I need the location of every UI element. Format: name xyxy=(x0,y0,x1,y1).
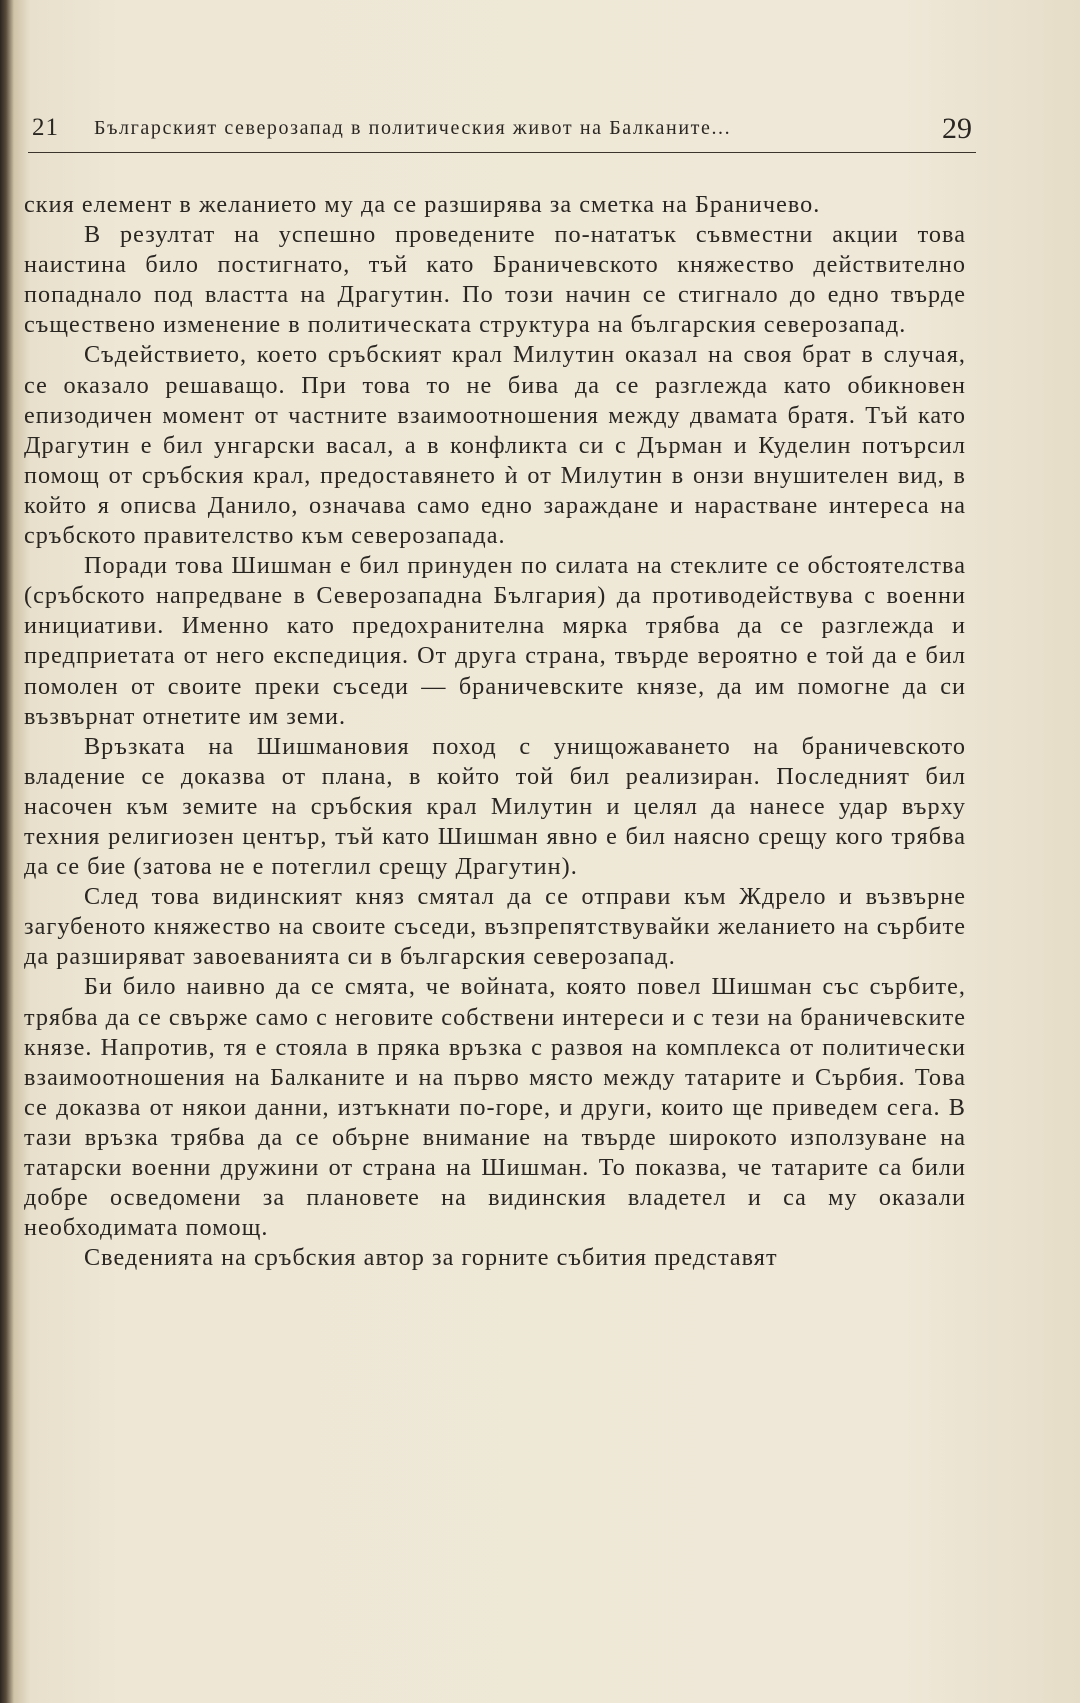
paragraph: Сведенията на сръбския автор за горните събития представят xyxy=(84,1244,778,1272)
running-title: Българският северозапад в политическия живот на Балканите... xyxy=(94,117,732,139)
running-header xyxy=(28,112,976,153)
paragraph: В резултат на успешно проведените по-нататък съвместни акции това наистина било постигнато, тъй като Браничевското княжество действително попаднало под властта на Драгутин. По този начин се стигнало до едно твърде съществено изменение в политическата структура на българския северозапад. xyxy=(24,221,966,339)
main-text xyxy=(24,190,966,1273)
left-margin-number: 21 xyxy=(32,114,59,141)
paragraph-continued: ския елемент в желанието му да се разширява за сметка на Браничево. xyxy=(24,191,821,218)
paragraph: Връзката на Шишмановия поход с унищожаването на браничевското владение се доказва от плана, в който той бил реализиран. Последният бил насочен към земите на сръбския крал Милутин и целял да нанесе удар върху техния религиозен център, тъй като Шишман явно е бил наясно срещу кого трябва да се бие (затова не е потеглил срещу Драгутин). xyxy=(24,732,966,881)
paragraph: Съдействието, което сръбският крал Милутин оказал на своя брат в случая, се оказало решаващо. При това то не бива да се разглежда като обикновен епизодичен момент от частните взаимоотношения между двамата братя. Тъй като Драгутин е бил унгарски васал, а в конфликта си с Дърман и Куделин потърсил помощ от сръбския крал, предоставянето ѝ от Милутин в онзи внушителен вид, в който я описва Данило, означава само едно зараждане и нарастване интереса на сръбското правителство към северозапада. xyxy=(24,341,966,550)
paragraph: Поради това Шишман е бил принуден по силата на стеклите се обстоятелства (сръбското напредване в Северозападна България) да противодействува с военни инициативи. Именно като предохранителна мярка трябва да се разглежда и предприетата от него експедиция. От друга страна, твърде вероятно е той да е бил помолен от своите преки съседи — браничевските князе, да им помогне да си възвърнат отнетите им земи. xyxy=(24,552,966,730)
paragraph: Би било наивно да се смята, че войната, която повел Шишман със сърбите, трябва да се свърже само с неговите собствени интереси и с тези на браничевските князе. Напротив, тя е стояла в пряка връзка с развоя на комплекса от политически взаимоотношения на Балканите и на първо място между татарите и Сърбия. Това се доказва от някои данни, изтъкнати по-горе, и други, които ще приведем сега. В тази връзка трябва да се обърне внимание на твърде широкото използуване на татарски военни дружини от страна на Шишман. То показва, че татарите са били добре осведомени за плановете на видинския владетел и са му оказали необходимата помощ. xyxy=(24,973,966,1242)
page-number: 29 xyxy=(942,112,972,145)
paragraph: След това видинският княз смятал да се отправи към Ждрело и възвърне загубеното княжество на своите съседи, възпрепятствувайки желанието на сърбите да разширяват завоеванията си в българския северозапад. xyxy=(24,883,966,971)
